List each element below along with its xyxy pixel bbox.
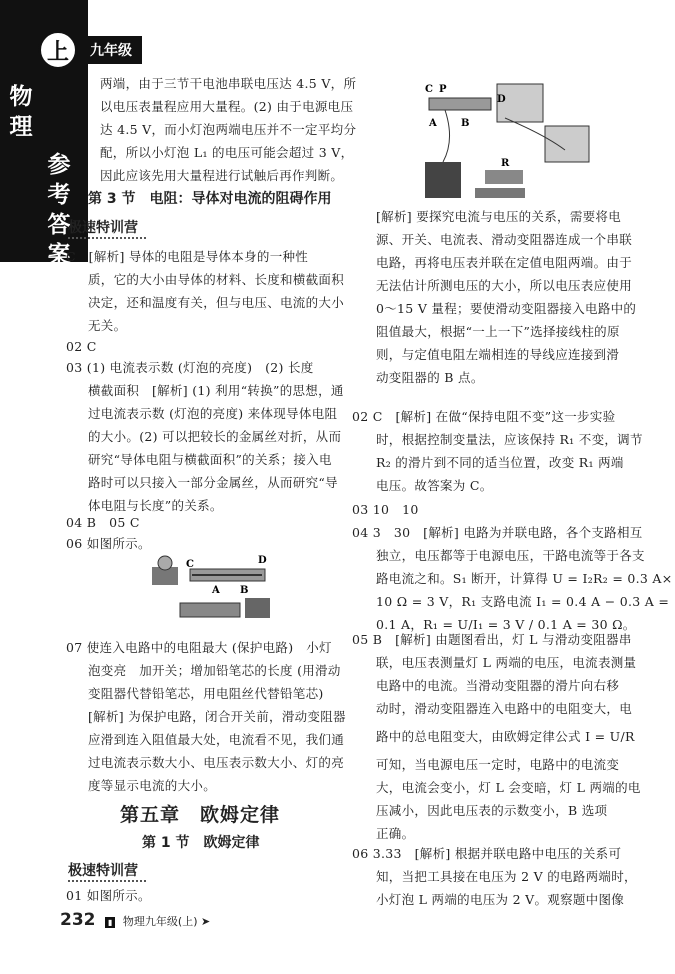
text-line: 达 4.5 V，而小灯泡两端电压并不一定平均分	[100, 122, 357, 137]
analysis-line: 源、开关、电流表、滑动变阻器连成一个串联	[376, 232, 633, 247]
text-line: 配，所以小灯泡 L₁ 的电压可能会超过 3 V，	[100, 145, 354, 160]
answer-07-line: 度等显示电流的大小。	[88, 778, 217, 793]
figure-label: B	[461, 118, 470, 129]
answer-05r-line: 压减小，因此电压表的示数变小，B 选项	[376, 803, 608, 818]
answer-07-line: 泡变亮 加开关；增加铅笔芯的长度 (用滑动	[88, 663, 341, 678]
answer-04r-line: 路电流之和。S₁ 断开，计算得 U = I₂R₂ = 0.3 A×	[376, 571, 673, 586]
figure-label: A	[212, 585, 220, 596]
answer-04r-line: 0.1 A，R₁ = U/I₁ = 3 V / 0.1 A = 30 Ω。	[376, 617, 636, 632]
answer-07-line: 07 使连入电路中的电阻最大 (保护电路) 小灯	[66, 640, 332, 655]
chapter-title: 第五章 欧姆定律	[120, 804, 281, 826]
figure-label: D	[497, 94, 506, 105]
figure-label: A	[429, 118, 437, 129]
answer-01-line: C [解析] 导体的电阻是导体本身的一种性	[66, 249, 309, 264]
answer-01-line: 质，它的大小由导体的材料、长度和横截面积	[88, 272, 345, 287]
answer-03r: 03 10 10	[352, 502, 419, 517]
book-title: 物理九年级(上)	[122, 915, 198, 928]
answer-05r-line: 联，电压表测量灯 L 两端的电压，电流表测量	[376, 655, 637, 670]
figure-label: B	[240, 585, 249, 596]
answer-07-line: 应滑到连入阻值最大处，电流看不见，我们通	[88, 732, 345, 747]
answer-05r-line: 05 B [解析] 由题图看出，灯 L 与滑动变阻器串	[352, 632, 632, 647]
answer-04r-line: 10 Ω = 3 V，R₁ 支路电流 I₁ = 0.4 A − 0.3 A =	[376, 594, 670, 609]
answer-03-line: 横截面积 [解析] (1) 利用“转换”的思想，通	[88, 383, 344, 398]
answer-01b: 01 如图所示。	[66, 888, 151, 903]
answer-06r-line: 小灯泡 L 两端的电压为 2 V。观察题中图像	[376, 892, 625, 907]
section-title: 第 1 节 欧姆定律	[142, 835, 260, 851]
answer-07-line: [解析] 为保护电路，闭合开关前，滑动变阻器	[88, 709, 346, 724]
figure-label: P	[439, 84, 447, 95]
page-footer	[60, 910, 210, 930]
answer-03-line: 路时可以只接入一部分金属丝，从而研究“导	[88, 475, 338, 490]
analysis-line: [解析] 要探究电流与电压的关系，需要将电	[376, 209, 622, 224]
answer-06r-line: 知，当把工具接在电压为 2 V 的电路两端时，	[376, 869, 637, 884]
answer-03-line: 过电流表示数 (灯泡的亮度) 来体现导体电阻	[88, 406, 338, 421]
answer-03-line: 03 (1) 电流表示数 (灯泡的亮度) (2) 长度	[66, 360, 314, 375]
answer-05r-line: 大，电流会变小，灯 L 会变暗，灯 L 两端的电	[376, 780, 641, 795]
figure-label: C	[425, 84, 433, 95]
circuit-figure-1	[150, 553, 275, 633]
analysis-line: 0～15 V 量程；要使滑动变阻器接入电路中的	[376, 301, 637, 316]
answer-01-line: 决定，还和温度有关，但与电压、电流的大小	[88, 295, 345, 310]
section-title: 第 3 节 电阻：导体对电流的阻碍作用	[88, 191, 332, 207]
analysis-line: 电路，再将电压表并联在定值电阻两端。由于	[376, 255, 633, 270]
figure-label: D	[258, 555, 267, 566]
analysis-line: 阻值最大，根据“一上一下”选择接线柱的原	[376, 324, 620, 339]
title-vertical: 参考答案	[47, 152, 71, 268]
figure-label: C	[186, 559, 194, 570]
arrow-right-icon: ➤	[201, 915, 211, 928]
answer-05r-line: 动时，滑动变阻器连入电路中的电阻变大，电	[376, 701, 633, 716]
semester-badge: 上	[38, 30, 78, 70]
answer-05r-line: 路中的总电阻变大，由欧姆定律公式 I = U/R	[376, 729, 635, 744]
grade-label: 九年级	[84, 36, 142, 64]
answer-05r-line: 可知，当电源电压一定时，电路中的电流变	[376, 757, 620, 772]
figure-label: R	[501, 158, 510, 169]
answer-05r-line: 正确。	[376, 826, 415, 841]
section-tag: 极速特训营	[68, 860, 146, 882]
answer-03-line: 体电阻与长度”的关系。	[88, 498, 223, 513]
answer-04r-line: 独立，电压都等于电源电压，干路电流等于各支	[376, 548, 645, 563]
answer-07-line: 过电流表示数大小、电压表示数大小、灯的亮	[88, 755, 345, 770]
circuit-figure-2	[415, 80, 615, 205]
answer-04r-line: 04 3 30 [解析] 电路为并联电路，各个支路相互	[352, 525, 643, 540]
analysis-line: 动变阻器的 B 点。	[376, 370, 484, 385]
answer-02r-line: 时，根据控制变量法，应该保持 R₁ 不变，调节	[376, 432, 643, 447]
answer-02: 02 C	[66, 339, 97, 354]
answer-02r-line: 电压。故答案为 C。	[376, 478, 493, 493]
answer-06r-line: 06 3.33 [解析] 根据并联电路中电压的关系可	[352, 846, 622, 861]
section-tag: 极速特训营	[68, 217, 146, 239]
answer-05r-line: 电路中的电流。当滑动变阻器的滑片向右移	[376, 678, 620, 693]
answer-02r-line: R₂ 的滑片到不同的适当位置，改变 R₁ 两端	[376, 455, 624, 470]
text-line: 以电压表量程应用大量程。(2) 由于电源电压	[100, 99, 354, 114]
answer-02r-line: 02 C [解析] 在做“保持电阻不变”这一步实验	[352, 409, 616, 424]
text-line: 两端，由于三节干电池串联电压达 4.5 V，所	[100, 76, 357, 91]
analysis-line: 无法估计所测电压的大小，所以电压表应使用	[376, 278, 633, 293]
brand-logo: ▮	[105, 917, 115, 928]
answer-03-line: 的大小。(2) 可以把较长的金属丝对折，从而	[88, 429, 342, 444]
answer-03-line: 研究“导体电阻与横截面积”的关系；接入电	[88, 452, 332, 467]
answer-01-line: 无关。	[88, 318, 127, 333]
answer-06: 06 如图所示。	[66, 536, 151, 551]
answer-04-05: 04 B 05 C	[66, 515, 140, 530]
page-number: 232	[60, 910, 96, 930]
text-line: 因此应该先用大量程进行试触后再作判断。	[100, 168, 344, 183]
subject-vertical: 物理	[9, 84, 33, 140]
analysis-line: 则，与定值电阻左端相连的导线应连接到滑	[376, 347, 620, 362]
answer-07-line: 变阻器代替铅笔芯，用电阻丝代替铅笔芯)	[88, 686, 324, 701]
